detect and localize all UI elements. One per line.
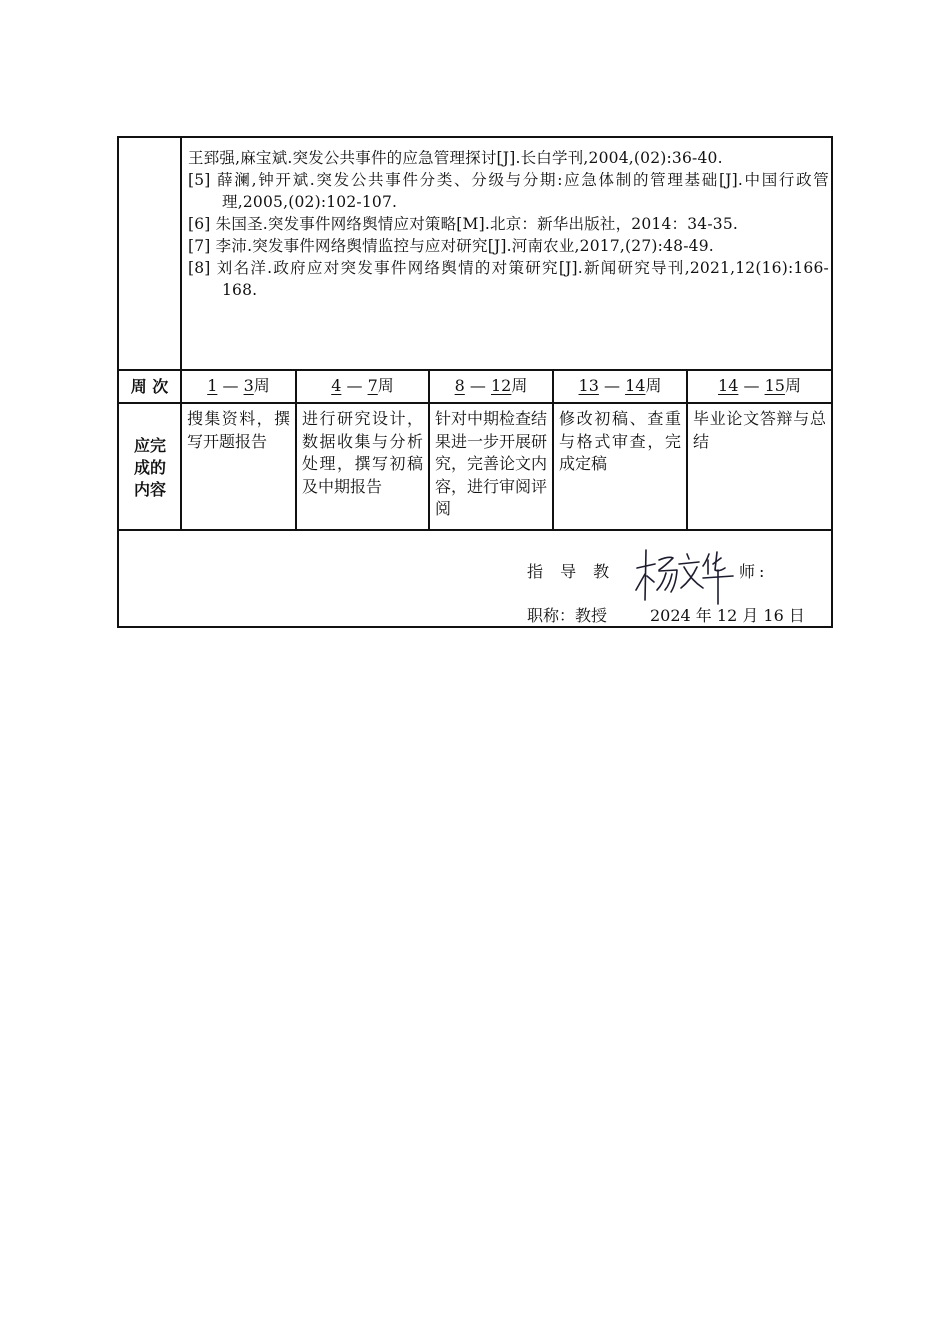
period-content: 毕业论文答辩与总结 — [693, 409, 826, 451]
task-table — [117, 136, 833, 628]
week-range-5: 14 — 15周 — [718, 376, 801, 395]
handwritten-signature-image — [629, 540, 739, 608]
week-start: 1 — [207, 376, 218, 395]
reference-item: 王郅强,麻宝斌.突发公共事件的应急管理探讨[J].长白学刊,2004,(02):36-40. — [188, 149, 723, 167]
period-content: 针对中期检查结果进一步开展研究，完善论文内容，进行审阅评阅 — [435, 409, 548, 518]
week-start: 4 — [331, 376, 342, 395]
week-range-3: 8 — 12周 — [454, 376, 528, 395]
advisor-label-prefix: 指 导 教 — [527, 562, 616, 581]
reference-item: [6] 朱国圣.突发事件网络舆情应对策略[M].北京：新华出版社，2014：34-35. — [188, 215, 739, 233]
advisor-signature — [629, 540, 739, 608]
week-end: 15 — [764, 376, 785, 395]
week-end: 12 — [491, 376, 512, 395]
reference-item: [8] 刘名洋.政府应对突发事件网络舆情的对策研究[J].新闻研究导刊,2021,12(16):166-168. — [188, 259, 829, 299]
period-content: 进行研究设计，数据收集与分析处理，撰写初稿及中期报告 — [302, 409, 423, 496]
period-content: 搜集资料，撰写开题报告 — [187, 409, 290, 451]
week-end: 14 — [625, 376, 646, 395]
content-label: 应完成的内容 — [133, 436, 166, 499]
signature-date: 2024 年 12 月 16 日 — [650, 606, 805, 625]
period-content: 修改初稿、查重与格式审查，完成定稿 — [559, 409, 681, 473]
reference-item: [7] 李沛.突发事件网络舆情监控与应对研究[J].河南农业,2017,(27):48-49. — [188, 237, 714, 255]
references-list — [188, 147, 829, 301]
week-start: 13 — [578, 376, 599, 395]
week-start: 14 — [718, 376, 739, 395]
week-end: 7 — [367, 376, 378, 395]
week-range-2: 4 — 7周 — [331, 376, 394, 395]
week-label: 周 次 — [130, 377, 169, 396]
week-start: 8 — [454, 376, 465, 395]
advisor-title: 职称：教授 — [527, 606, 608, 625]
week-range-4: 13 — 14周 — [578, 376, 662, 395]
reference-item: [5] 薛澜,钟开斌.突发公共事件分类、分级与分期:应急体制的管理基础[J].中国行政管理,2005,(02):102-107. — [188, 171, 829, 211]
week-range-1: 1 — 3周 — [207, 376, 270, 395]
week-end: 3 — [243, 376, 254, 395]
advisor-label-suffix: 师: — [739, 562, 769, 581]
